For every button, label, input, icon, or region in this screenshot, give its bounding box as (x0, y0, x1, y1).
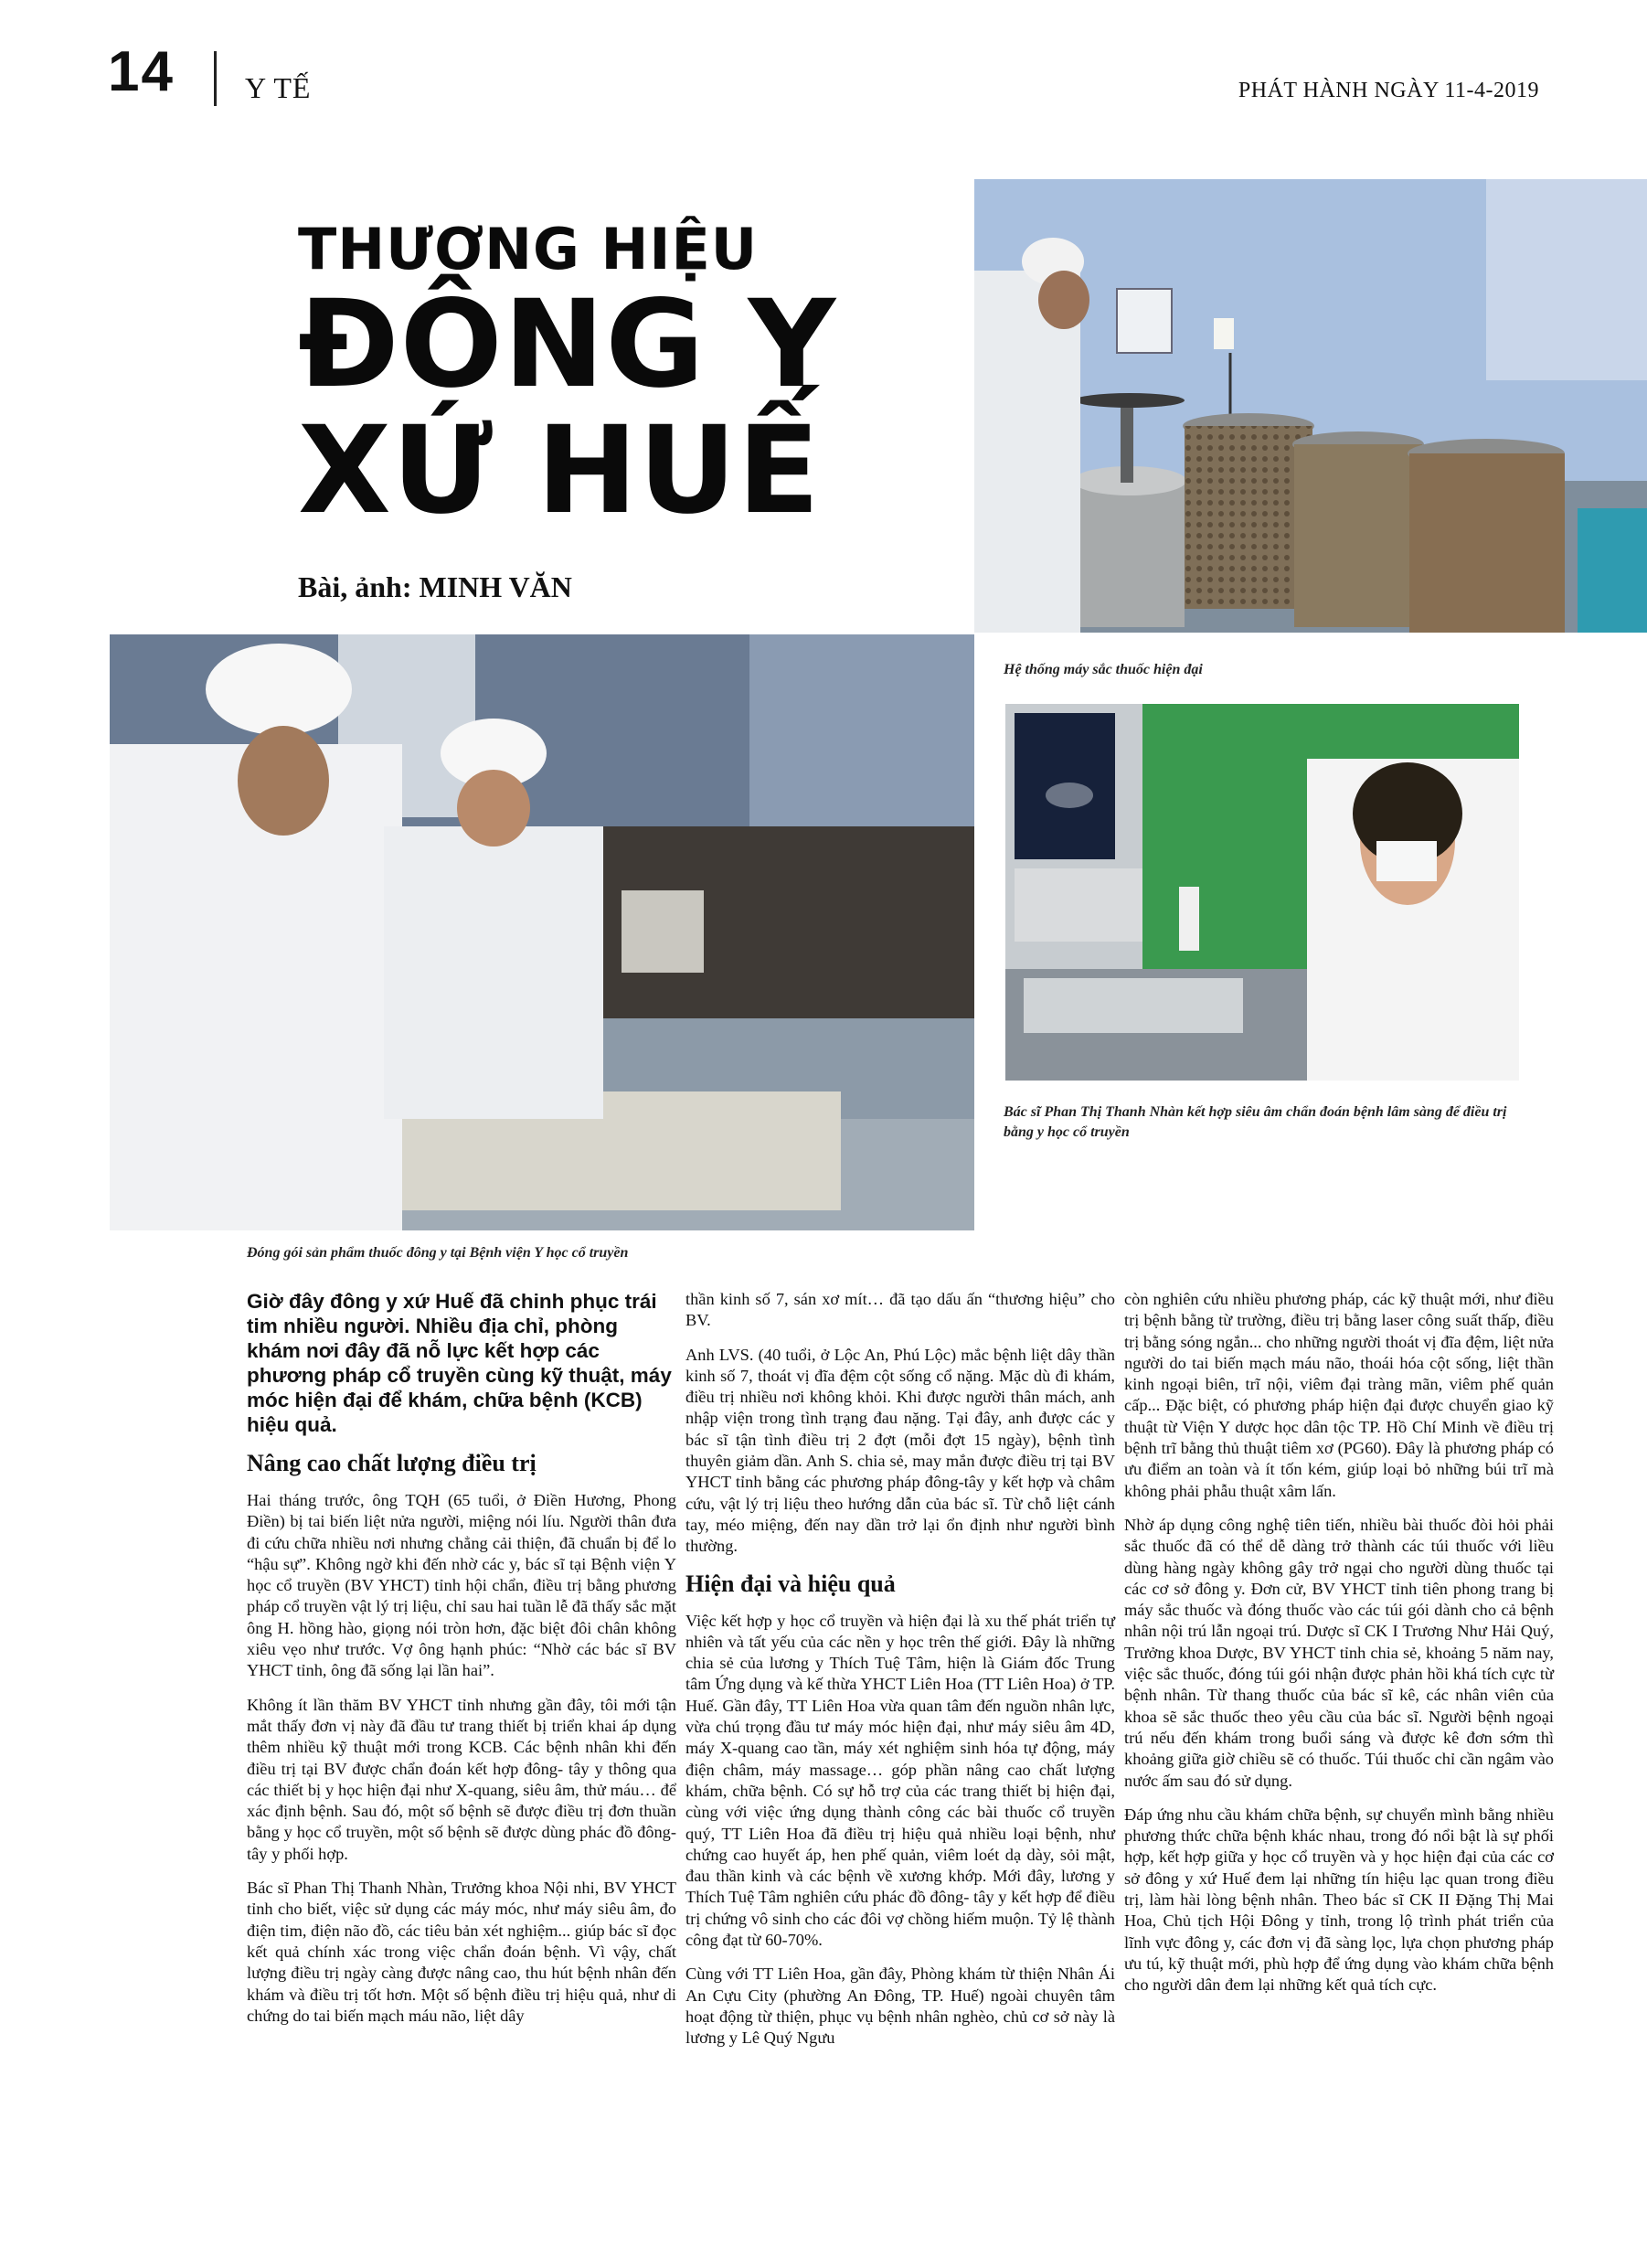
byline-label: Bài, ảnh: (298, 570, 412, 603)
photo-ultrasound-doctor (1005, 704, 1519, 1081)
byline (298, 570, 572, 604)
article-column-1 (247, 1289, 676, 2039)
title-line-1: THƯƠNG HIỆU (298, 216, 759, 282)
article-column-3 (1124, 1289, 1554, 2009)
paragraph: Đáp ứng nhu cầu khám chữa bệnh, sự chuyển mình bằng nhiều phương thức chữa bệnh khác nhau, trong đó nổi bật là sự phối hợp, kết hợp giữa y học cổ truyền và y học hiện đại của các cơ sở đông y xứ Huế đem lại những tín hiệu lạc quan trong điều trị, làm hài lòng bệnh nhân. Theo bác sĩ CK II Đặng Thị Mai Hoa, Chủ tịch Hội Đông y tỉnh, trong lộ trình phát triển của lĩnh vực đông y, các đơn vị đã sàng lọc, lựa chọn phương pháp ưu tú, kỹ thuật mới, phù hợp để ứng dụng vào khám chữa bệnh cho người dân đem lại những kết quả tích cực. (1124, 1805, 1554, 1995)
subheading-modern: Hiện đại và hiệu quả (685, 1570, 896, 1597)
title-line-3: XỨ HUẾ (298, 400, 821, 541)
section-name: Y TẾ (245, 71, 312, 104)
paragraph: Nhờ áp dụng công nghệ tiên tiến, nhiều bài thuốc đòi hỏi phải sắc thuốc đã có thể dễ dàng trở thành các túi thuốc với liều dùng hàng ngày không gây trở ngại cho người dùng thuốc tại các cơ sở đông y. Đơn cử, BV YHCT tỉnh tiên phong trang bị máy sắc thuốc và đóng thuốc vào các túi gói dành cho cả bệnh nhân nội trú lẫn ngoại trú. Dược sĩ CK I Trương Như Hải Quý, Trưởng khoa Dược, BV YHCT tỉnh chia sẻ, khoảng 5 năm nay, việc sắc thuốc, đóng túi gói nhận được phản hồi khá tích cực từ bệnh nhân. Từ thang thuốc của bác sĩ kê, các nhân viên của khoa sẽ sắc thuốc theo yêu cầu của bác sĩ. Người bệnh ngoại trú nếu đến khám trong buổi sáng và được kê đơn sớm thì khoảng giữa giờ chiều sẽ có thuốc. Túi thuốc chỉ cần ngâm vào nước ấm sau đó sử dụng. (1124, 1515, 1554, 1790)
caption-machines: Hệ thống máy sắc thuốc hiện đại (1004, 662, 1203, 677)
photo-packing-medicine (110, 634, 974, 1230)
caption-packing: Đóng gói sản phẩm thuốc đông y tại Bệnh viện Y học cổ truyền (247, 1245, 629, 1261)
paragraph: còn nghiên cứu nhiều phương pháp, các kỹ thuật mới, như điều trị bệnh bằng từ trường, điều trị bằng laser công suất thấp, điều trị bằng sóng ngắn... cho những người thoát vị đĩa đệm, liệt nửa người do tai biến mạch máu não, thoái hóa cột sống, liệt thần kinh ngoại biên, trĩ nội, viêm đại tràng mãn, viêm phế quản cấp... Đặc biệt, có phương pháp hiện đại được chuyển giao kỹ thuật từ Viện Y dược học dân tộc TP. Hồ Chí Minh về điều trị bệnh trĩ bằng thủ thuật tiêm xơ (PG60). Đây là phương pháp có ưu điểm an toàn và ít tốn kém, giúp loại bỏ những búi trĩ mà không phải phẫu thuật xâm lấn. (1124, 1290, 1554, 1500)
article-lead: Giờ đây đông y xứ Huế đã chinh phục trái tim nhiều người. Nhiều địa chỉ, phòng khám nơi đây đã nỗ lực kết hợp các phương pháp cổ truyền cùng kỹ thuật, máy móc hiện đại để khám, chữa bệnh (KCB) hiệu quả. (247, 1290, 672, 1436)
paragraph: Cùng với TT Liên Hoa, gần đây, Phòng khám từ thiện Nhân Ái An Cựu City (phường An Đông, TP. Huế) ngoài chuyên tâm hoạt động từ thiện, phục vụ bệnh nhân nghèo, chủ cơ sở này là lương y Lê Quý Ngưu (685, 1965, 1115, 2048)
paragraph: Anh LVS. (40 tuổi, ở Lộc An, Phú Lộc) mắc bệnh liệt dây thần kinh số 7, thoát vị đĩa đệm cột sống cổ nặng. Mặc dù đi khám, điều trị nhiều nơi không khỏi. Khi được người thân mách, anh nhập viện trong tình trạng đau nặng. Tại đây, anh được các y bác sĩ tận tình điều trị 2 đợt (mỗi đợt 15 ngày), bệnh tình thuyên giảm dần. Anh S. chia sẻ, may mắn được điều trị tại BV YHCT tỉnh bằng các phương pháp đông-tây y kết hợp và châm cứu, vật lý trị liệu theo hướng dẫn của bác sĩ. Từ chỗ liệt cánh tay, méo miệng, đến nay dần trở lại ổn định như người bình thường. (685, 1345, 1115, 1556)
paragraph: Bác sĩ Phan Thị Thanh Nhàn, Trưởng khoa Nội nhi, BV YHCT tỉnh cho biết, việc sử dụng các máy móc, như máy siêu âm, đo điện tim, điện não đồ, các tiêu bản xét nghiệm... giúp bác sĩ đọc kết quả chính xác trong việc chẩn đoán bệnh. Vì vậy, chất lượng điều trị ngày càng được nâng cao, thu hút bệnh nhân đến khám và điều trị tốt hơn. Một số bệnh điều trị hiệu quả, như di chứng do tai biến mạch máu não, liệt dây (247, 1879, 676, 2025)
caption-ultrasound: Bác sĩ Phan Thị Thanh Nhàn kết hợp siêu âm chẩn đoán bệnh lâm sàng để điều trị bằng y học cổ truyền (1004, 1104, 1507, 1140)
header-divider (214, 51, 217, 106)
paragraph: Không ít lần thăm BV YHCT tỉnh nhưng gần đây, tôi mới tận mắt thấy đơn vị này đã đầu tư trang thiết bị triển khai áp dụng thêm nhiều kỹ thuật mới trong KCB. Các bệnh nhân khi đến điều trị tại BV được chẩn đoán kết hợp đông- tây y thông qua các thiết bị y học hiện đại như X-quang, siêu âm, thử máu… để xác định bệnh. Sau đó, một số bệnh sẽ được điều trị đơn thuần bằng y học cổ truyền, một số bệnh sẽ được dùng phác đồ đông- tây y phối hợp. (247, 1695, 676, 1863)
title-line-2: ĐÔNG Y (298, 274, 837, 415)
paragraph: Việc kết hợp y học cổ truyền và hiện đại là xu thế phát triển tự nhiên và tất yếu của các nền y học trên thế giới. Đây là những chia sẻ của lương y Thích Tuệ Tâm, hiện là Giám đốc Trung tâm Ứng dụng và kế thừa YHCT Liên Hoa (TT Liên Hoa) ở TP. Huế. Gần đây, TT Liên Hoa vừa quan tâm đến nguồn nhân lực, vừa chú trọng đầu tư máy móc hiện đại, như máy siêu âm 4D, máy X-quang cao tần, máy xét nghiệm sinh hóa tự động, máy điện châm, máy massage… góp phần nâng cao chất lượng khám, chữa bệnh. Có sự hỗ trợ của các trang thiết bị hiện đại, cùng với việc ứng dụng thành công các bài thuốc cổ truyền quý, TT Liên Hoa đã điều trị hiệu quả nhiều loại bệnh, như chứng cao huyết áp, hen phế quản, viêm loét dạ dày, sỏi mật, đau thần kinh và các bệnh về xương khớp. Mới đây, lương y Thích Tuệ Tâm nghiên cứu phác đồ đông- tây y kết hợp để điều trị chứng vô sinh cho các đôi vợ chồng hiếm muộn. Tỷ lệ thành công đạt từ 60-70%. (685, 1611, 1115, 1950)
byline-author: MINH VĂN (419, 570, 572, 603)
article-title (298, 216, 837, 541)
paragraph: thần kinh số 7, sán xơ mít… đã tạo dấu ấn “thương hiệu” cho BV. (685, 1290, 1115, 1330)
issue-date: PHÁT HÀNH NGÀY 11-4-2019 (1238, 79, 1539, 102)
subheading-quality: Nâng cao chất lượng điều trị (247, 1450, 537, 1476)
photo-decoction-machines (974, 179, 1647, 633)
article-column-2 (685, 1289, 1115, 2062)
paragraph: Hai tháng trước, ông TQH (65 tuổi, ở Điền Hương, Phong Điền) bị tai biến liệt nửa người, miệng nói líu. Người thân đưa đi cứu chữa nhiều nơi nhưng chẳng cải thiện, đã chuẩn bị để lo “hậu sự”. Không ngờ khi đến nhờ các y, bác sĩ tại Bệnh viện Y học cổ truyền (BV YHCT) tỉnh hội chẩn, điều trị bằng phương pháp cổ truyền vật lý trị liệu, chỉ sau hai tuần lễ đã thấy sắc mặt ông H. hồng hào, giọng nói tròn hơn, đặc biệt đôi chân không xiêu vẹo như trước. Vợ ông hạnh phúc: “Nhờ các bác sĩ BV YHCT tỉnh, ông đã sống lại lần hai”. (247, 1491, 676, 1680)
page-number: 14 (108, 40, 175, 103)
